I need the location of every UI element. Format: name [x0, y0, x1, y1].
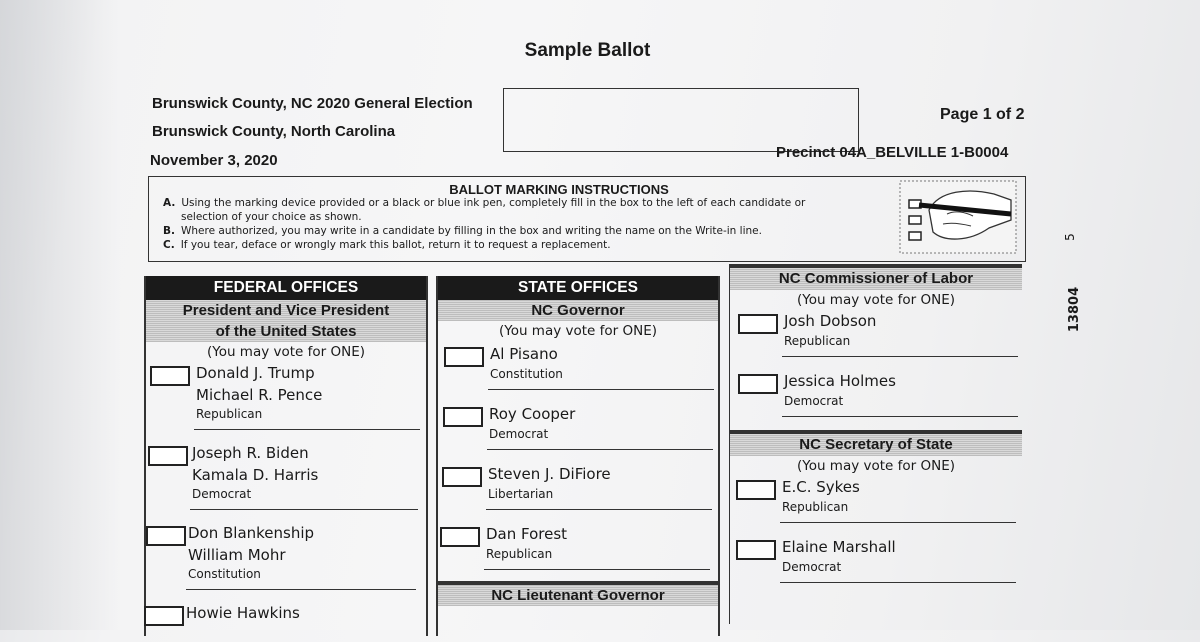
candidate-row [146, 362, 426, 442]
election-date: November 3, 2020 [150, 152, 278, 169]
instruction-c: C. If you tear, deface or wrongly mark this ballot, return it to request a replacement. [163, 239, 611, 251]
state-offices-column [436, 276, 720, 636]
right-offices-column [729, 264, 1022, 624]
party-label: Constitution [188, 567, 261, 581]
vote-oval[interactable] [442, 467, 482, 487]
party-label: Republican [784, 334, 851, 348]
row-rule [488, 389, 714, 390]
lt-governor-race-title: NC Lieutenant Governor [438, 585, 718, 606]
instruction-b: B. Where authorized, you may write in a candidate by filling in the box and writing the name on the Write-in line. [163, 225, 762, 237]
vote-for-one: (You may vote for ONE) [206, 344, 366, 360]
party-label: Constitution [490, 367, 563, 381]
vote-oval[interactable] [150, 366, 190, 386]
vote-oval[interactable] [440, 527, 480, 547]
vote-oval[interactable] [144, 606, 184, 626]
page-number: Page 1 of 2 [940, 106, 1025, 123]
instructions-box [148, 176, 1026, 262]
candidate-name: Al Pisano [490, 345, 558, 363]
candidate-row [730, 536, 1022, 596]
governor-race-title: NC Governor [438, 300, 718, 321]
secretary-race-title: NC Secretary of State [730, 434, 1022, 456]
candidate-row [730, 310, 1022, 370]
page-shadow [0, 0, 120, 630]
candidate-row [438, 521, 718, 581]
row-rule [484, 569, 710, 570]
vote-oval[interactable] [148, 446, 188, 466]
row-rule [194, 429, 420, 430]
candidate-name: Jessica Holmes [784, 372, 896, 390]
state-offices-heading: STATE OFFICES [438, 276, 718, 300]
running-mate-name: Michael R. Pence [196, 386, 323, 404]
candidate-name: Roy Cooper [489, 405, 576, 423]
vote-oval[interactable] [736, 480, 776, 500]
vote-oval[interactable] [443, 407, 483, 427]
vote-oval[interactable] [738, 374, 778, 394]
federal-offices-heading: FEDERAL OFFICES [146, 276, 426, 300]
candidate-row [438, 401, 718, 461]
instruction-a-cont: selection of your choice as shown. [181, 211, 362, 223]
candidate-row [438, 341, 718, 401]
party-label: Republican [486, 547, 553, 561]
row-rule [486, 509, 712, 510]
candidate-name: Josh Dobson [784, 312, 877, 330]
county-name: Brunswick County, North Carolina [152, 123, 396, 140]
instructions-title: BALLOT MARKING INSTRUCTIONS [449, 182, 669, 197]
party-label: Democrat [489, 427, 549, 441]
party-label: Democrat [192, 487, 252, 501]
vote-oval[interactable] [444, 347, 484, 367]
vote-oval[interactable] [146, 526, 186, 546]
party-label: Republican [782, 500, 849, 514]
party-label: Republican [196, 407, 263, 421]
candidate-name: E.C. Sykes [782, 478, 860, 496]
labor-race-title: NC Commissioner of Labor [730, 268, 1022, 290]
row-rule [487, 449, 713, 450]
president-race-title: President and Vice President of the United States [146, 300, 426, 342]
candidate-row [146, 522, 426, 602]
ballot-code: 13804 [1067, 286, 1083, 333]
row-rule [782, 416, 1018, 417]
candidate-name: Howie Hawkins [186, 604, 300, 622]
hand-marking-icon [899, 180, 1017, 254]
running-mate-name: Kamala D. Harris [192, 466, 319, 484]
page-title: Sample Ballot [524, 40, 651, 61]
precinct-label: Precinct 04A_BELVILLE 1-B0004 [776, 144, 1009, 161]
election-name: Brunswick County, NC 2020 General Election [152, 95, 473, 112]
row-rule [780, 522, 1016, 523]
party-label: Libertarian [488, 487, 554, 501]
row-rule [186, 589, 416, 590]
party-label: Democrat [782, 560, 842, 574]
candidate-name: Donald J. Trump [196, 364, 315, 382]
vote-oval[interactable] [736, 540, 776, 560]
vote-for-one: (You may vote for ONE) [498, 323, 658, 339]
row-rule [190, 509, 418, 510]
federal-offices-column [144, 276, 428, 636]
row-rule [780, 582, 1016, 583]
candidate-name: Don Blankenship [188, 524, 315, 542]
vote-for-one: (You may vote for ONE) [796, 458, 956, 474]
candidate-row [438, 461, 718, 521]
candidate-name: Steven J. DiFiore [488, 465, 611, 483]
candidate-name: Dan Forest [486, 525, 568, 543]
row-rule [782, 356, 1018, 357]
vote-oval[interactable] [738, 314, 778, 334]
vote-for-one: (You may vote for ONE) [796, 292, 956, 308]
candidate-row [146, 442, 426, 522]
party-label: Democrat [784, 394, 844, 408]
ballot-stub-box [503, 88, 859, 152]
candidate-row [730, 476, 1022, 536]
running-mate-name: William Mohr [188, 546, 286, 564]
candidate-row [730, 370, 1022, 430]
ballot-mark: 5 [1062, 233, 1077, 241]
candidate-name: Joseph R. Biden [192, 444, 309, 462]
instruction-a: A. Using the marking device provided or a black or blue ink pen, completely fill in the box to the left of each candidate or [163, 197, 806, 209]
candidate-name: Elaine Marshall [782, 538, 896, 556]
candidate-row [146, 602, 426, 642]
